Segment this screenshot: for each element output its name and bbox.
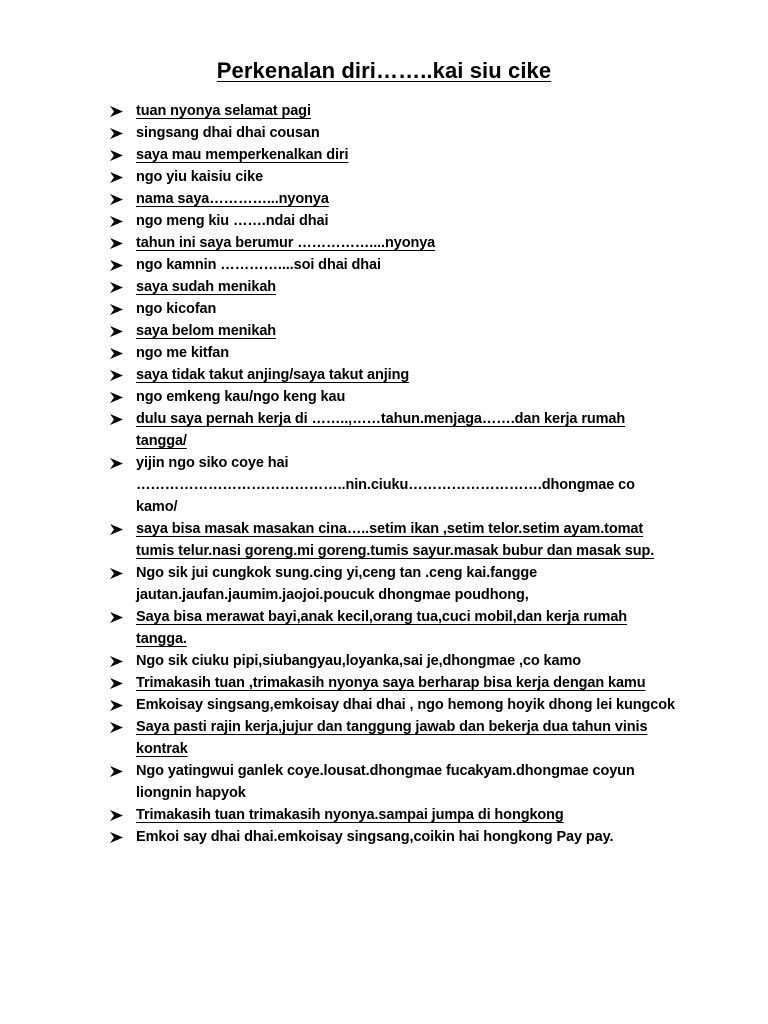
- list-item-text: nama saya…………...nyonya: [136, 191, 329, 207]
- list-item: [108, 122, 678, 144]
- arrowhead-bullet-icon: [110, 216, 123, 227]
- arrowhead-bullet-icon: [110, 832, 123, 843]
- list-item: [108, 804, 678, 826]
- arrowhead-bullet-icon: [110, 260, 123, 271]
- arrowhead-bullet-icon: [110, 194, 123, 205]
- arrowhead-bullet-icon: [110, 150, 123, 161]
- arrowhead-bullet-icon: [110, 524, 123, 535]
- list-item-text: ngo kamnin …………....soi dhai dhai: [136, 257, 381, 273]
- list-item-text: saya mau memperkenalkan diri: [136, 147, 349, 163]
- list-item-text: Emkoi say dhai dhai.emkoisay singsang,coikin hai hongkong Pay pay.: [136, 829, 614, 845]
- list-item: [108, 650, 678, 672]
- list-item: [108, 562, 678, 606]
- list-item-text: tuan nyonya selamat pagi: [136, 103, 311, 119]
- list-item-text: Saya bisa merawat bayi,anak kecil,orang tua,cuci mobil,dan kerja rumah tangga.: [136, 609, 628, 647]
- list-item: [108, 144, 678, 166]
- arrowhead-bullet-icon: [110, 458, 123, 469]
- list-item: [108, 254, 678, 276]
- list-item: [108, 276, 678, 298]
- arrowhead-bullet-icon: [110, 656, 123, 667]
- list-item-text: ngo kicofan: [136, 301, 217, 317]
- list-item-text: yijin ngo siko coye hai ……………………………………..nin.ciuku……………………….dhongmae co kamo/: [136, 455, 635, 515]
- list-item-text: dulu saya pernah kerja di ……..,……tahun.menjaga…….dan kerja rumah tangga/: [136, 411, 626, 449]
- list-item-text: Trimakasih tuan trimakasih nyonya.sampai jumpa di hongkong: [136, 807, 564, 823]
- title-text: Perkenalan diri……..kai siu cike: [216, 58, 552, 83]
- list-item: [108, 672, 678, 694]
- phrase-list: [108, 100, 678, 848]
- list-item-text: saya belom menikah: [136, 323, 277, 339]
- list-item: [108, 298, 678, 320]
- list-item-text: Ngo sik ciuku pipi,siubangyau,loyanka,sai je,dhongmae ,co kamo: [136, 653, 582, 669]
- arrowhead-bullet-icon: [110, 326, 123, 337]
- arrowhead-bullet-icon: [110, 392, 123, 403]
- arrowhead-bullet-icon: [110, 348, 123, 359]
- arrowhead-bullet-icon: [110, 722, 123, 733]
- list-item: [108, 364, 678, 386]
- arrowhead-bullet-icon: [110, 172, 123, 183]
- arrowhead-bullet-icon: [110, 612, 123, 623]
- arrowhead-bullet-icon: [110, 678, 123, 689]
- list-item-text: Ngo yatingwui ganlek coye.lousat.dhongmae fucakyam.dhongmae coyun liongnin hapyok: [136, 763, 635, 801]
- arrowhead-bullet-icon: [110, 810, 123, 821]
- list-item-text: Trimakasih tuan ,trimakasih nyonya saya berharap bisa kerja dengan kamu: [136, 675, 646, 691]
- list-item: [108, 320, 678, 342]
- list-item: [108, 408, 678, 452]
- list-item-text: ngo me kitfan: [136, 345, 229, 361]
- list-item-text: saya tidak takut anjing/saya takut anjing: [136, 367, 410, 383]
- list-item: [108, 188, 678, 210]
- list-item: [108, 716, 678, 760]
- document-title: [0, 58, 768, 84]
- list-item-text: ngo yiu kaisiu cike: [136, 169, 264, 185]
- arrowhead-bullet-icon: [110, 128, 123, 139]
- list-item-text: Saya pasti rajin kerja,jujur dan tanggung jawab dan bekerja dua tahun vinis kontrak: [136, 719, 648, 757]
- list-item-text: Ngo sik jui cungkok sung.cing yi,ceng tan .ceng kai.fangge jautan.jaufan.jaumim.jaojoi.poucuk dhongmae poudhong,: [136, 565, 538, 603]
- list-item: [108, 606, 678, 650]
- list-item: [108, 518, 678, 562]
- arrowhead-bullet-icon: [110, 282, 123, 293]
- list-item: [108, 232, 678, 254]
- list-item: [108, 386, 678, 408]
- arrowhead-bullet-icon: [110, 106, 123, 117]
- list-item-text: ngo emkeng kau/ngo keng kau: [136, 389, 346, 405]
- list-item: [108, 826, 678, 848]
- list-item: [108, 342, 678, 364]
- list-item: [108, 166, 678, 188]
- list-item-text: saya bisa masak masakan cina…..setim ikan ,setim telor.setim ayam.tomat tumis telur.nasi goreng.mi goreng.tumis sayur.masak bubur dan masak sup.: [136, 521, 655, 559]
- list-item-text: saya sudah menikah: [136, 279, 277, 295]
- list-item: [108, 760, 678, 804]
- list-item: [108, 452, 678, 518]
- arrowhead-bullet-icon: [110, 370, 123, 381]
- list-item-text: ngo meng kiu …….ndai dhai: [136, 213, 329, 229]
- arrowhead-bullet-icon: [110, 414, 123, 425]
- list-item: [108, 210, 678, 232]
- arrowhead-bullet-icon: [110, 568, 123, 579]
- list-item-text: Emkoisay singsang,emkoisay dhai dhai , ngo hemong hoyik dhong lei kungcok: [136, 697, 675, 713]
- list-item: [108, 100, 678, 122]
- arrowhead-bullet-icon: [110, 700, 123, 711]
- arrowhead-bullet-icon: [110, 766, 123, 777]
- list-item: [108, 694, 678, 716]
- arrowhead-bullet-icon: [110, 238, 123, 249]
- arrowhead-bullet-icon: [110, 304, 123, 315]
- list-item-text: tahun ini saya berumur ……………....nyonya: [136, 235, 436, 251]
- list-item-text: singsang dhai dhai cousan: [136, 125, 320, 141]
